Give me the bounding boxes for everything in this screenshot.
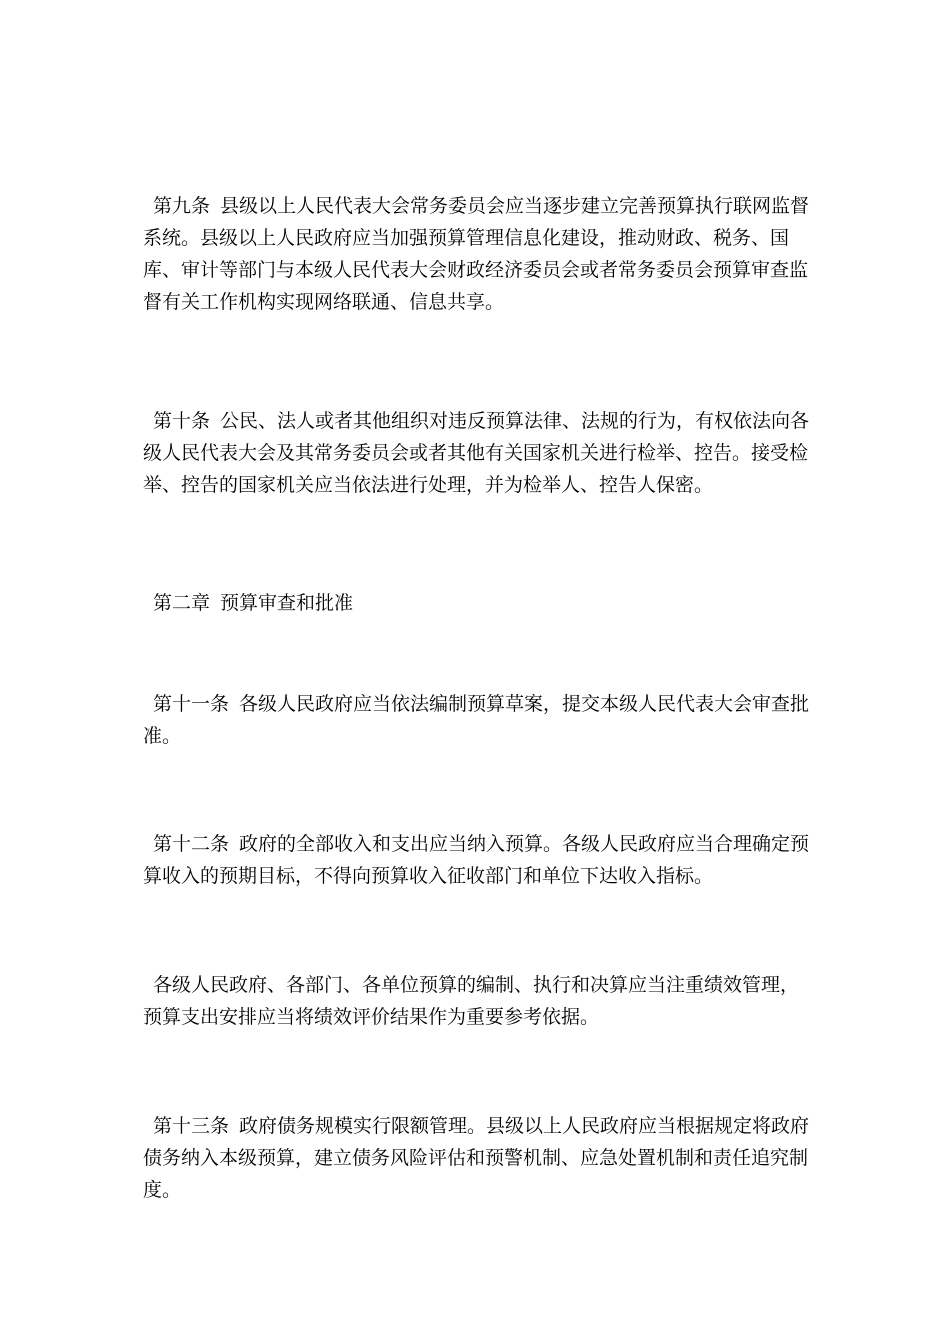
article-9-paragraph — [143, 190, 813, 318]
article-11-heading: 第十一条 — [153, 693, 230, 715]
chapter-2-title: 预算审查和批准 — [220, 592, 354, 614]
chapter-2-number: 第二章 — [153, 592, 211, 614]
article-12-text: 政府的全部收入和支出应当纳入预算。各级人民政府应当合理确定预算收入的预期目标，不得向预算收入征收部门和单位下达收入指标。 — [143, 833, 810, 887]
article-10-heading: 第十条 — [153, 410, 211, 432]
article-12-paragraph — [143, 828, 813, 892]
article-12-continuation-paragraph — [143, 969, 813, 1033]
article-9-text: 县级以上人民代表大会常务委员会应当逐步建立完善预算执行联网监督系统。县级以上人民政府应当加强预算管理信息化建设，推动财政、税务、国库、审计等部门与本级人民代表大会财政经济委员会或者常务委员会预算审查监督有关工作机构实现网络联通、信息共享。 — [143, 195, 810, 313]
article-13-text: 政府债务规模实行限额管理。县级以上人民政府应当根据规定将政府债务纳入本级预算，建立债务风险评估和预警机制、应急处置机制和责任追究制度。 — [143, 1115, 810, 1201]
article-11-text: 各级人民政府应当依法编制预算草案，提交本级人民代表大会审查批准。 — [143, 693, 810, 747]
article-10-paragraph — [143, 405, 813, 501]
article-12-continuation-text: 各级人民政府、各部门、各单位预算的编制、执行和决算应当注重绩效管理，预算支出安排应当将绩效评价结果作为重要参考依据。 — [143, 974, 800, 1028]
article-10-text: 公民、法人或者其他组织对违反预算法律、法规的行为，有权依法向各级人民代表大会及其常务委员会或者其他有关国家机关进行检举、控告。接受检举、控告的国家机关应当依法进行处理，并为检举人、控告人保密。 — [143, 410, 810, 496]
article-9-heading: 第九条 — [153, 195, 211, 217]
article-12-heading: 第十二条 — [153, 833, 230, 855]
article-13-paragraph — [143, 1110, 813, 1206]
article-13-heading: 第十三条 — [153, 1115, 230, 1137]
article-11-paragraph — [143, 688, 813, 752]
chapter-2-heading-paragraph — [143, 587, 813, 619]
